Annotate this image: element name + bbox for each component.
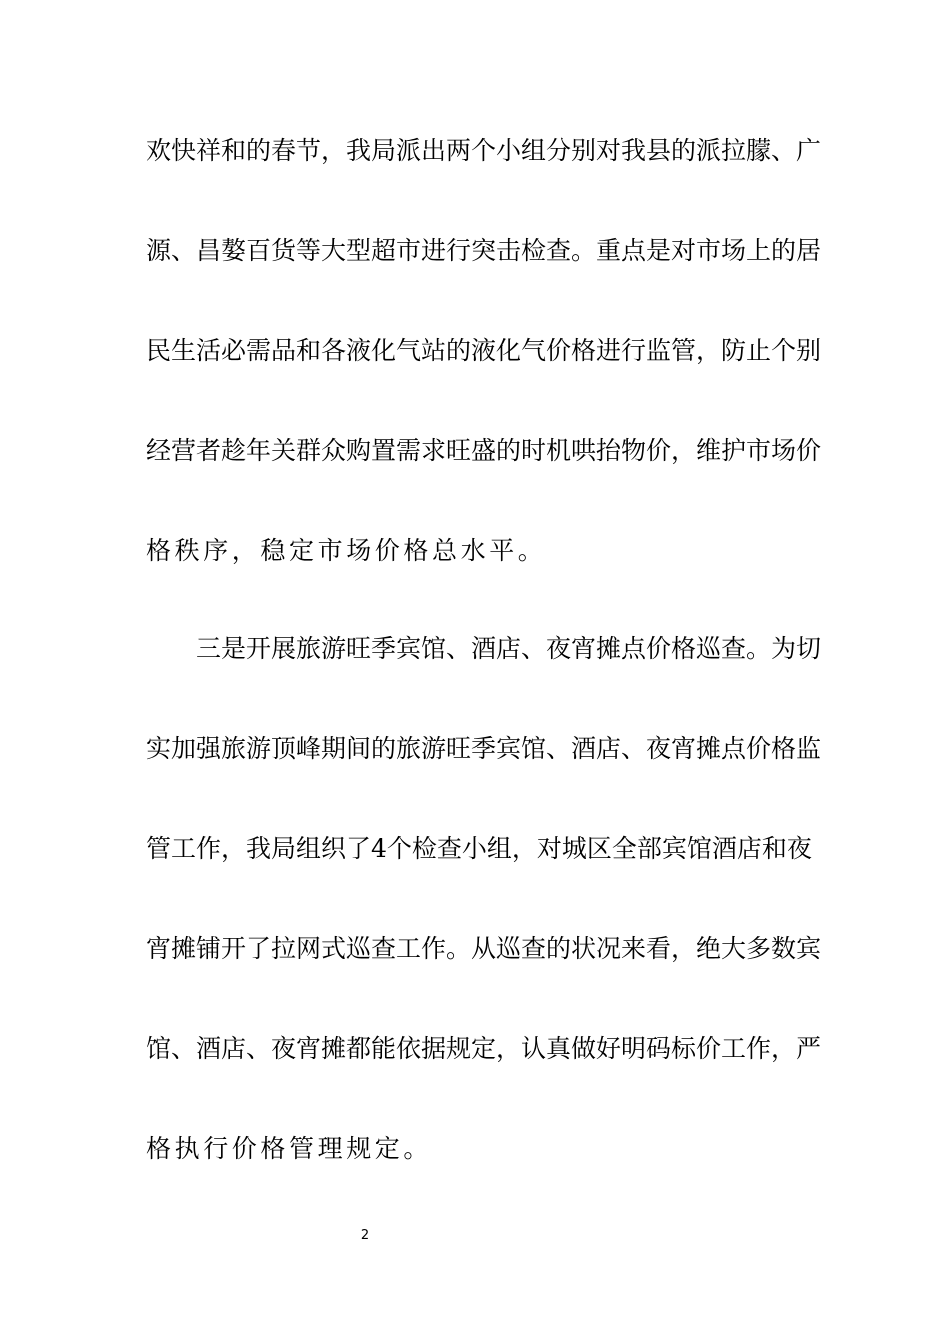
paragraph-line: 馆、酒店、夜宵摊都能依据规定，认真做好明码标价工作，严	[146, 1034, 822, 1063]
paragraph-line: 民生活必需品和各液化气站的液化气价格进行监管，防止个别	[146, 336, 822, 365]
paragraph-line: 实加强旅游顶峰期间的旅游旺季宾馆、酒店、夜宵摊点价格监	[146, 734, 822, 763]
paragraph-line: 源、昌嫯百货等大型超市进行突击检查。重点是对市场上的居	[146, 236, 822, 265]
page-number: 2	[360, 1228, 370, 1243]
paragraph-line: 宵摊铺开了拉网式巡查工作。从巡查的状况来看，绝大多数宾	[146, 934, 822, 963]
paragraph-line: 管工作，我局组织了4个检查小组，对城区全部宾馆酒店和夜	[146, 834, 812, 863]
paragraph-line: 欢快祥和的春节，我局派出两个小组分别对我县的派拉朦、广	[146, 136, 822, 165]
paragraph-line: 三是开展旅游旺季宾馆、酒店、夜宵摊点价格巡查。为切	[196, 634, 822, 663]
paragraph-line: 经营者趁年关群众购置需求旺盛的时机哄抬物价，维护市场价	[146, 436, 822, 465]
paragraph-line: 格秩序，稳定市场价格总水平。	[146, 536, 547, 565]
paragraph-line: 格执行价格管理规定。	[146, 1134, 433, 1163]
